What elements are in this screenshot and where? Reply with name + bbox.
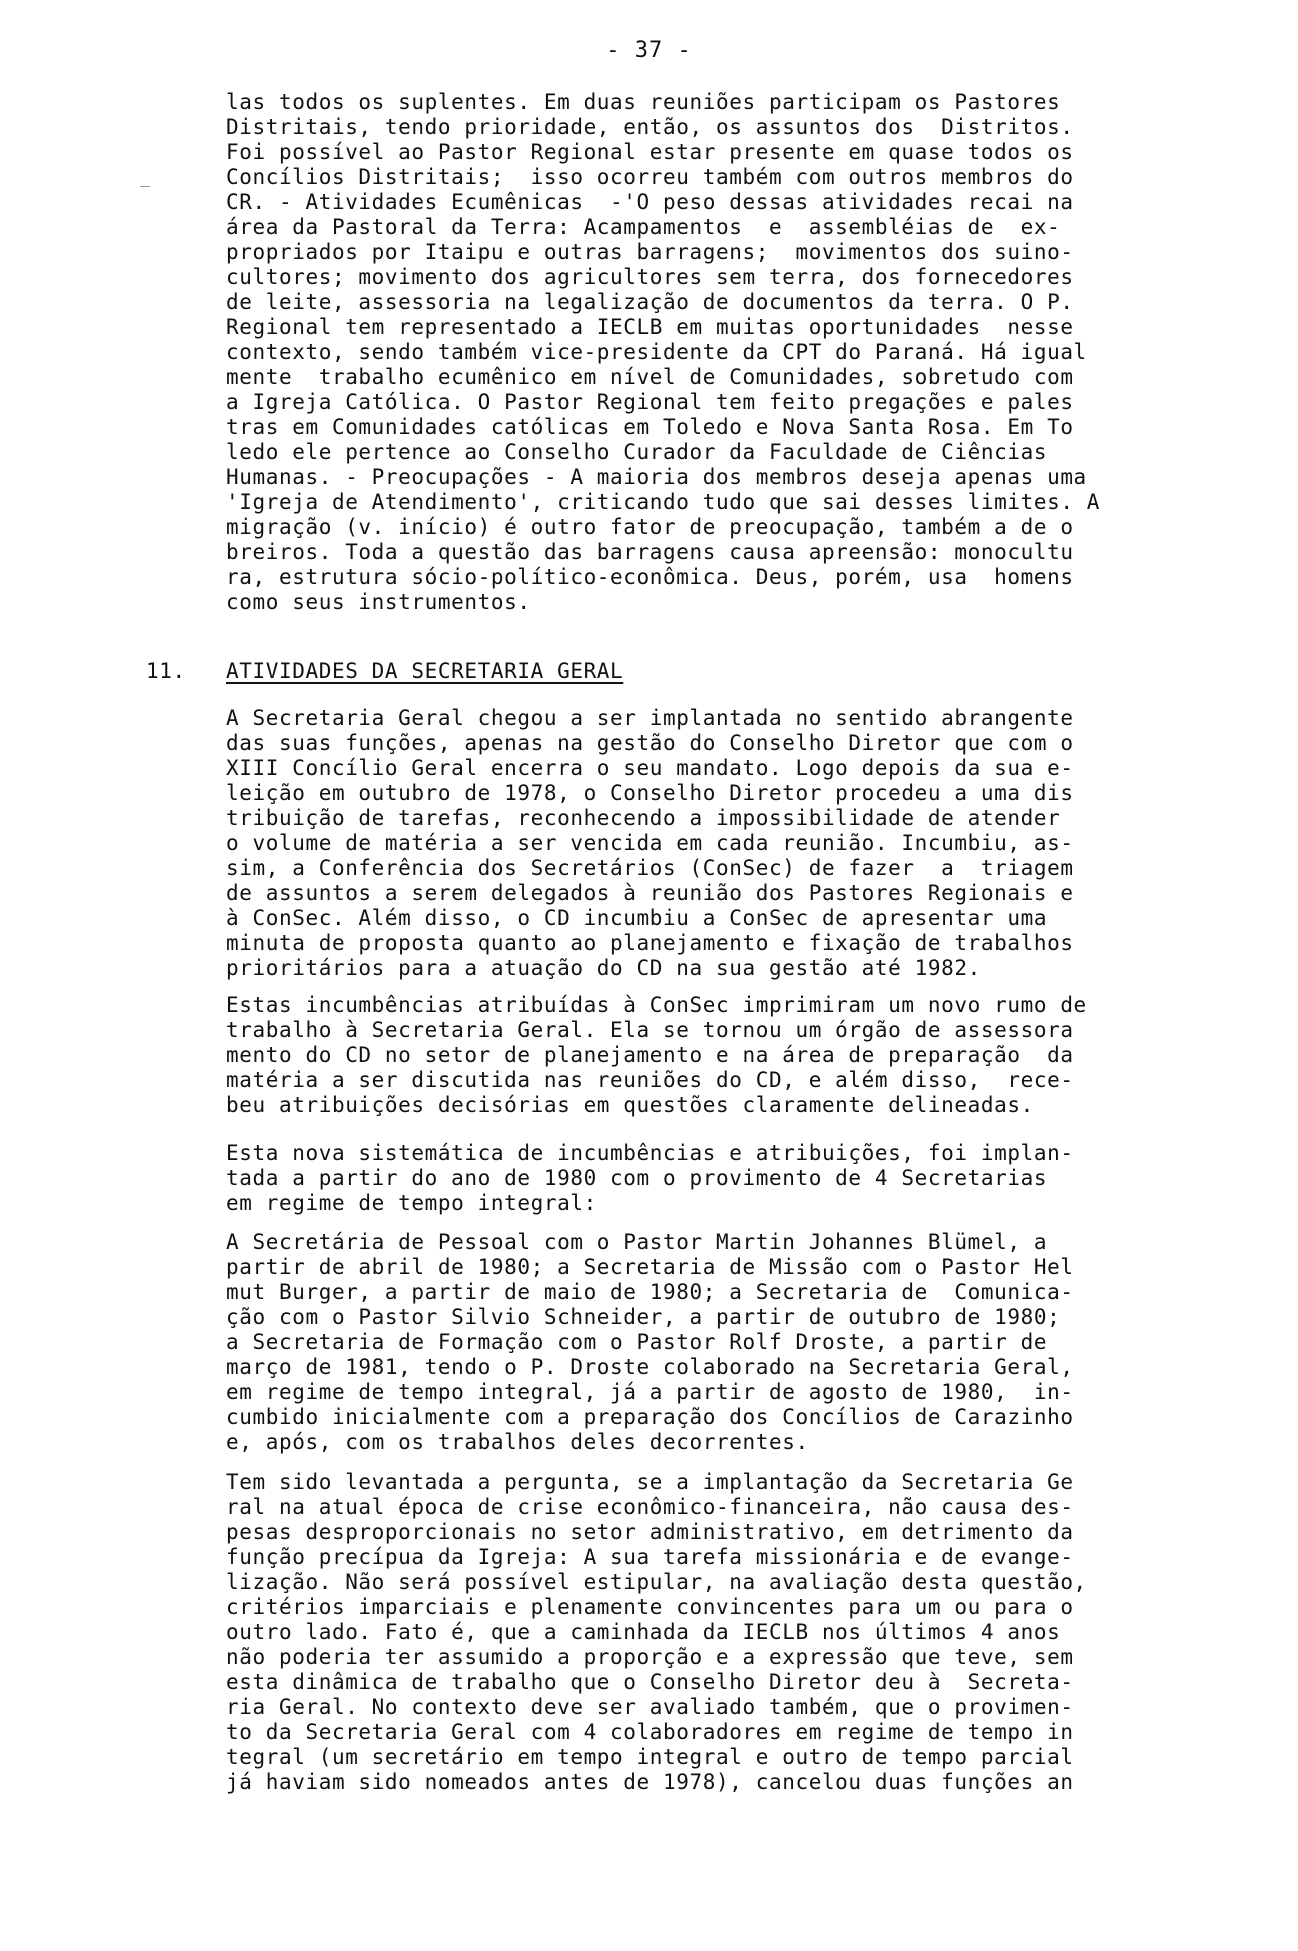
text-line: de leite, assessoria na legalização de documentos da terra. O P.: [226, 290, 1074, 314]
text-line: beu atribuições decisórias em questões claramente delineadas.: [226, 1093, 1034, 1117]
margin-mark: [140, 186, 150, 187]
text-line: ra, estrutura sócio-político-econômica. Deus, porém, usa homens: [226, 565, 1074, 589]
text-line: ral na atual época de crise econômico-financeira, não causa des-: [226, 1495, 1074, 1519]
text-line: função precípua da Igreja: A sua tarefa missionária e de evange-: [226, 1545, 1074, 1569]
text-line: prioritários para a atuação do CD na sua gestão até 1982.: [226, 956, 981, 980]
text-line: mente trabalho ecumênico em nível de Comunidades, sobretudo com: [226, 365, 1074, 389]
text-line: não poderia ter assumido a proporção e a expressão que teve, sem: [226, 1645, 1074, 1669]
text-line: e, após, com os trabalhos deles decorrentes.: [226, 1430, 809, 1454]
text-line: à ConSec. Além disso, o CD incumbiu a ConSec de apresentar uma: [226, 906, 1048, 930]
text-line: a Igreja Católica. O Pastor Regional tem feito pregações e pales: [226, 390, 1074, 414]
text-line: Tem sido levantada a pergunta, se a implantação da Secretaria Ge: [226, 1470, 1074, 1494]
text-line: em regime de tempo integral:: [226, 1191, 597, 1215]
text-line: trabalho à Secretaria Geral. Ela se tornou um órgão de assessora: [226, 1018, 1074, 1042]
text-line: CR. - Atividades Ecumênicas -'O peso dessas atividades recai na: [226, 190, 1074, 214]
text-line: 'Igreja de Atendimento', criticando tudo que sai desses limites. A: [226, 490, 1101, 514]
text-line: Regional tem representado a IECLB em muitas oportunidades nesse: [226, 315, 1074, 339]
text-line: lização. Não será possível estipular, na avaliação desta questão,: [226, 1570, 1087, 1594]
text-line: Foi possível ao Pastor Regional estar presente em quase todos os: [226, 140, 1074, 164]
text-line: sim, a Conferência dos Secretários (ConSec) de fazer a triagem: [226, 856, 1074, 880]
paragraph-pergunta: [226, 1470, 1236, 1795]
paragraph-sistematica: [226, 1141, 1236, 1216]
text-line: Esta nova sistemática de incumbências e atribuições, foi implan-: [226, 1141, 1074, 1165]
text-line: migração (v. início) é outro fator de preocupação, também a de o: [226, 515, 1074, 539]
text-line: las todos os suplentes. Em duas reuniões participam os Pastores: [226, 90, 1061, 114]
paragraph-secretarias: [226, 1230, 1236, 1455]
text-line: propriados por Itaipu e outras barragens; movimentos dos suino-: [226, 240, 1074, 264]
text-line: pesas desproporcionais no setor administrativo, em detrimento da: [226, 1520, 1074, 1544]
text-line: tegral (um secretário em tempo integral e outro de tempo parcial: [226, 1745, 1074, 1769]
text-line: contexto, sendo também vice-presidente da CPT do Paraná. Há igual: [226, 340, 1087, 364]
section-heading: ATIVIDADES DA SECRETARIA GERAL: [226, 659, 624, 683]
text-line: em regime de tempo integral, já a partir de agosto de 1980, in-: [226, 1380, 1074, 1404]
text-line: tribuição de tarefas, reconhecendo a impossibilidade de atender: [226, 806, 1061, 830]
text-line: tada a partir do ano de 1980 com o provimento de 4 Secretarias: [226, 1166, 1048, 1190]
text-line: ção com o Pastor Silvio Schneider, a partir de outubro de 1980;: [226, 1305, 1061, 1329]
text-line: Concílios Distritais; isso ocorreu também com outros membros do: [226, 165, 1074, 189]
text-line: mento do CD no setor de planejamento e na área de preparação da: [226, 1043, 1074, 1067]
text-line: março de 1981, tendo o P. Droste colaborado na Secretaria Geral,: [226, 1355, 1074, 1379]
text-line: como seus instrumentos.: [226, 590, 531, 614]
text-line: esta dinâmica de trabalho que o Conselho Diretor deu à Secreta-: [226, 1670, 1074, 1694]
text-line: to da Secretaria Geral com 4 colaboradores em regime de tempo in: [226, 1720, 1074, 1744]
text-line: tras em Comunidades católicas em Toledo e Nova Santa Rosa. Em To: [226, 415, 1074, 439]
page-number: - 37 -: [606, 38, 692, 63]
text-line: minuta de proposta quanto ao planejamento e fixação de trabalhos: [226, 931, 1074, 955]
text-line: partir de abril de 1980; a Secretaria de Missão com o Pastor Hel: [226, 1255, 1074, 1279]
text-line: a Secretaria de Formação com o Pastor Rolf Droste, a partir de: [226, 1330, 1048, 1354]
paragraph-incumbencias: [226, 993, 1236, 1118]
text-line: ledo ele pertence ao Conselho Curador da Faculdade de Ciências: [226, 440, 1048, 464]
text-line: breiros. Toda a questão das barragens causa apreensão: monocultu: [226, 540, 1074, 564]
text-line: o volume de matéria a ser vencida em cada reunião. Incumbiu, as-: [226, 831, 1074, 855]
intro-paragraph: [226, 90, 1236, 615]
text-line: leição em outubro de 1978, o Conselho Diretor procedeu a uma dis: [226, 781, 1074, 805]
text-line: de assuntos a serem delegados à reunião dos Pastores Regionais e: [226, 881, 1074, 905]
text-line: A Secretária de Pessoal com o Pastor Martin Johannes Blümel, a: [226, 1230, 1048, 1254]
text-line: ria Geral. No contexto deve ser avaliado também, que o provimen-: [226, 1695, 1074, 1719]
text-line: outro lado. Fato é, que a caminhada da IECLB nos últimos 4 anos: [226, 1620, 1061, 1644]
text-line: Distritais, tendo prioridade, então, os assuntos dos Distritos.: [226, 115, 1074, 139]
text-line: Estas incumbências atribuídas à ConSec imprimiram um novo rumo de: [226, 993, 1087, 1017]
text-line: mut Burger, a partir de maio de 1980; a Secretaria de Comunica-: [226, 1280, 1074, 1304]
paragraph-implantation: [226, 706, 1236, 981]
text-line: Humanas. - Preocupações - A maioria dos membros deseja apenas uma: [226, 465, 1087, 489]
text-line: XIII Concílio Geral encerra o seu mandato. Logo depois da sua e-: [226, 756, 1074, 780]
text-line: A Secretaria Geral chegou a ser implantada no sentido abrangente: [226, 706, 1074, 730]
text-line: cultores; movimento dos agricultores sem terra, dos fornecedores: [226, 265, 1074, 289]
text-line: já haviam sido nomeados antes de 1978), cancelou duas funções an: [226, 1770, 1074, 1794]
section-number: 11.: [146, 659, 186, 683]
text-line: critérios imparciais e plenamente convincentes para um ou para o: [226, 1595, 1074, 1619]
text-line: matéria a ser discutida nas reuniões do CD, e além disso, rece-: [226, 1068, 1074, 1092]
text-line: cumbido inicialmente com a preparação dos Concílios de Carazinho: [226, 1405, 1074, 1429]
text-line: área da Pastoral da Terra: Acampamentos e assembléias de ex-: [226, 215, 1061, 239]
text-line: das suas funções, apenas na gestão do Conselho Diretor que com o: [226, 731, 1074, 755]
